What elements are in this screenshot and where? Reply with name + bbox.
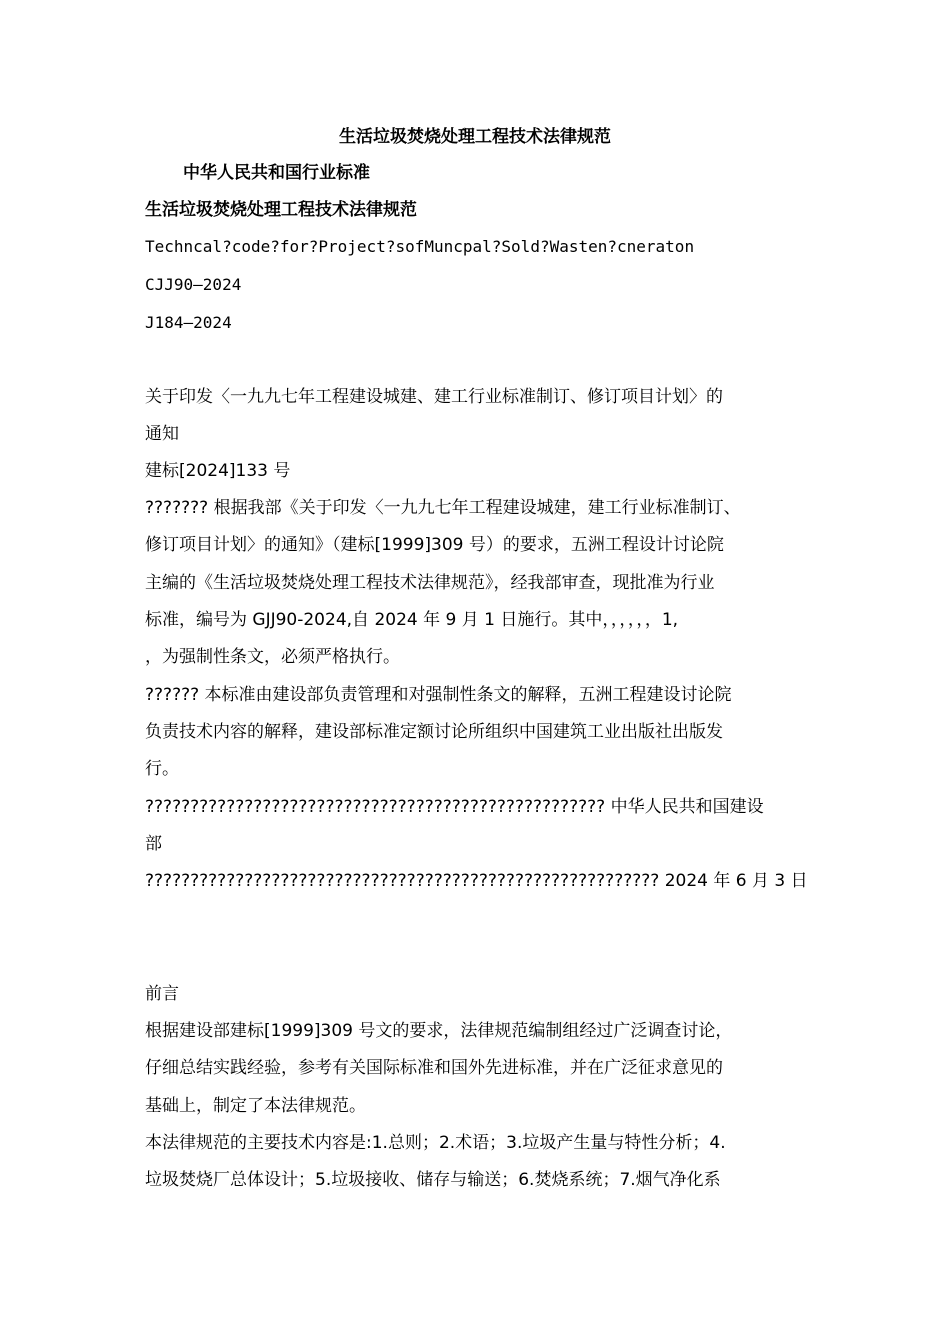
- standard-main-title: 生活垃圾焚烧处理工程技术法律规范: [145, 200, 417, 220]
- standard-code-2: J184—2024: [145, 313, 232, 332]
- notice-paragraph-2-line-1: ?????? 本标准由建设部负责管理和对强制性条文的解释，五洲工程建设讨论院: [145, 685, 732, 705]
- notice-paragraph-1-line-3: 主编的《生活垃圾焚烧处理工程技术法律规范》，经我部审查，现批准为行业: [145, 573, 715, 593]
- notice-date: ????????????????????????????????????????????????????????? 2024 年 6 月 3 日: [145, 871, 808, 891]
- preface-paragraph-2-line-1: 本法律规范的主要技术内容是:1.总则；2.术语；3.垃圾产生量与特性分析；4.: [145, 1133, 726, 1153]
- preface-paragraph-2-line-2: 垃圾焚烧厂总体设计；5.垃圾接收、储存与输送；6.焚烧系统；7.烟气净化系: [145, 1170, 721, 1190]
- notice-paragraph-1-line-2: 修订项目计划〉的通知》（建标[1999]309 号）的要求，五洲工程设计讨论院: [145, 535, 724, 555]
- notice-signature-line-2: 部: [145, 834, 162, 854]
- notice-paragraph-2-line-2: 负责技术内容的解释，建设部标准定额讨论所组织中国建筑工业出版社出版发: [145, 722, 723, 742]
- preface-paragraph-1-line-1: 根据建设部建标[1999]309 号文的要求，法律规范编制组经过广泛调查讨论，: [145, 1021, 733, 1041]
- notice-paragraph-2-line-3: 行。: [145, 759, 179, 779]
- preface-paragraph-1-line-3: 基础上，制定了本法律规范。: [145, 1096, 366, 1116]
- standard-code-1: CJJ90—2024: [145, 275, 242, 294]
- notice-paragraph-1-line-1: ??????? 根据我部《关于印发〈一九九七年工程建设城建，建工行业标准制订、: [145, 498, 741, 518]
- notice-paragraph-1-line-4: 标准，编号为 GJJ90-2024,自 2024 年 9 月 1 日施行。其中，，，，，，1,: [145, 610, 679, 630]
- standard-category-label: 中华人民共和国行业标准: [183, 163, 370, 183]
- notice-title-line-2: 通知: [145, 424, 179, 444]
- notice-paragraph-1-line-5: ，为强制性条文，必须严格执行。: [145, 647, 400, 667]
- english-title: Techncal?code?for?Project?sofMuncpal?Sold?Wasten?cneraton: [145, 237, 695, 256]
- notice-title-line-1: 关于印发〈一九九七年工程建设城建、建工行业标准制订、修订项目计划〉的: [145, 387, 723, 407]
- notice-doc-number: 建标[2024]133 号: [145, 461, 291, 481]
- preface-heading: 前言: [145, 984, 179, 1004]
- notice-signature-line-1: ??????????????????????????????????????????????????? 中华人民共和国建设: [145, 797, 764, 817]
- preface-paragraph-1-line-2: 仔细总结实践经验，参考有关国际标准和国外先进标准，并在广泛征求意见的: [145, 1058, 723, 1078]
- document-top-title: 生活垃圾焚烧处理工程技术法律规范: [339, 127, 611, 147]
